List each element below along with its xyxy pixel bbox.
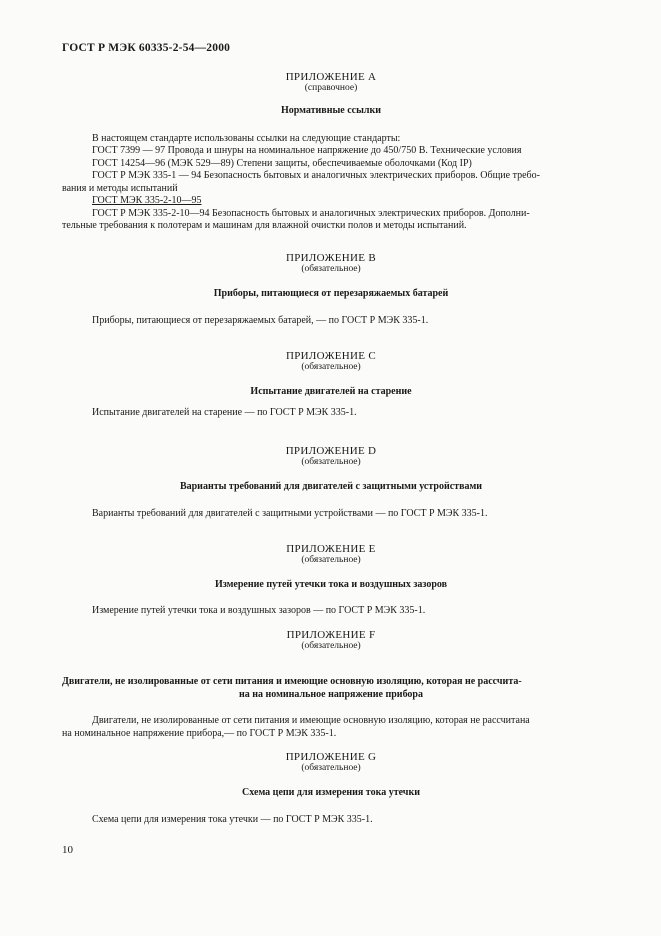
annex-a bbox=[62, 71, 600, 233]
annex-f bbox=[62, 629, 600, 740]
annex-title: Приборы, питающиеся от перезаряжаемых батарей bbox=[213, 288, 449, 299]
reference-line: тельные требования к полотерам и машинам для влажной очистки полов и методы испытаний. bbox=[62, 220, 467, 231]
annex-status: (обязательное) bbox=[301, 362, 361, 372]
annex-d bbox=[62, 445, 600, 520]
annex-text: Измерение путей утечки тока и воздушных зазоров — по ГОСТ Р МЭК 335-1. bbox=[92, 604, 426, 616]
annex-status: (обязательное) bbox=[301, 555, 361, 565]
annex-b bbox=[62, 252, 600, 327]
annex-label: ПРИЛОЖЕНИЕ А bbox=[285, 71, 377, 83]
annex-label: ПРИЛОЖЕНИЕ С bbox=[285, 350, 376, 362]
annex-text: Двигатели, не изолированные от сети питания и имеющие основную изоляцию, которая не рассчитана bbox=[92, 715, 530, 726]
reference-line: ГОСТ Р МЭК 335-1 — 94 Безопасность бытовых и аналогичных электрических приборов. Общие требо- bbox=[92, 170, 540, 181]
reference-line: ГОСТ 7399 — 97 Провода и шнуры на номинальное напряжение до 450/750 В. Технические условия bbox=[92, 145, 522, 156]
reference-line: ГОСТ 14254—96 (МЭК 529—89) Степени защиты, обеспечиваемые оболочками (Код IP) bbox=[92, 157, 472, 169]
annex-label: ПРИЛОЖЕНИЕ В bbox=[285, 252, 376, 264]
intro-line: В настоящем стандарте использованы ссылки на следующие стандарты: bbox=[92, 132, 401, 144]
annex-label: ПРИЛОЖЕНИЕ F bbox=[286, 629, 376, 641]
reference-line: вания и методы испытаний bbox=[62, 182, 178, 194]
annex-body bbox=[62, 133, 600, 233]
reference-struck: ГОСТ МЭК 335-2-10—95 bbox=[92, 195, 202, 206]
annex-label: ПРИЛОЖЕНИЕ G bbox=[285, 751, 377, 763]
annex-title: Двигатели, не изолированные от сети питания и имеющие основную изоляцию, которая не рассчита- bbox=[62, 676, 522, 687]
annex-e bbox=[62, 543, 600, 617]
annex-status: (обязательное) bbox=[301, 264, 361, 274]
annex-status: (обязательное) bbox=[301, 763, 361, 773]
annex-text-block bbox=[62, 715, 600, 740]
annex-title: Схема цепи для измерения тока утечки bbox=[242, 787, 420, 798]
page-number: 10 bbox=[62, 844, 73, 856]
annex-text: на номинальное напряжение прибора,— по ГОСТ Р МЭК 335-1. bbox=[62, 727, 337, 739]
annex-title: Измерение путей утечки тока и воздушных зазоров bbox=[214, 579, 448, 590]
document-header: ГОСТ Р МЭК 60335-2-54—2000 bbox=[62, 42, 231, 54]
annex-title: Варианты требований для двигателей с защитными устройствами bbox=[179, 481, 483, 492]
annex-status: (обязательное) bbox=[301, 457, 361, 467]
annex-text: Испытание двигателей на старение — по ГОСТ Р МЭК 335-1. bbox=[92, 406, 357, 418]
reference-line bbox=[62, 195, 600, 208]
annex-title-block bbox=[62, 676, 600, 701]
annex-text: Схема цепи для измерения тока утечки — по ГОСТ Р МЭК 335-1. bbox=[92, 813, 373, 825]
annex-label: ПРИЛОЖЕНИЕ D bbox=[285, 445, 377, 457]
annex-text: Варианты требований для двигателей с защитными устройствами — по ГОСТ Р МЭК 335-1. bbox=[92, 507, 488, 519]
annex-text: Приборы, питающиеся от перезаряжаемых батарей, — по ГОСТ Р МЭК 335-1. bbox=[92, 314, 429, 326]
annex-title: на на номинальное напряжение прибора bbox=[238, 688, 423, 700]
annex-title: Испытание двигателей на старение bbox=[250, 386, 412, 397]
reference-line: ГОСТ Р МЭК 335-2-10—94 Безопасность бытовых и аналогичных электрических приборов. Дополни- bbox=[92, 207, 530, 219]
annex-c bbox=[62, 350, 600, 419]
annex-label: ПРИЛОЖЕНИЕ Е bbox=[286, 543, 376, 555]
annex-title: Нормативные ссылки bbox=[280, 105, 382, 116]
annex-status: (обязательное) bbox=[301, 641, 361, 651]
annex-g bbox=[62, 751, 600, 826]
annex-status: (справочное) bbox=[304, 83, 358, 93]
